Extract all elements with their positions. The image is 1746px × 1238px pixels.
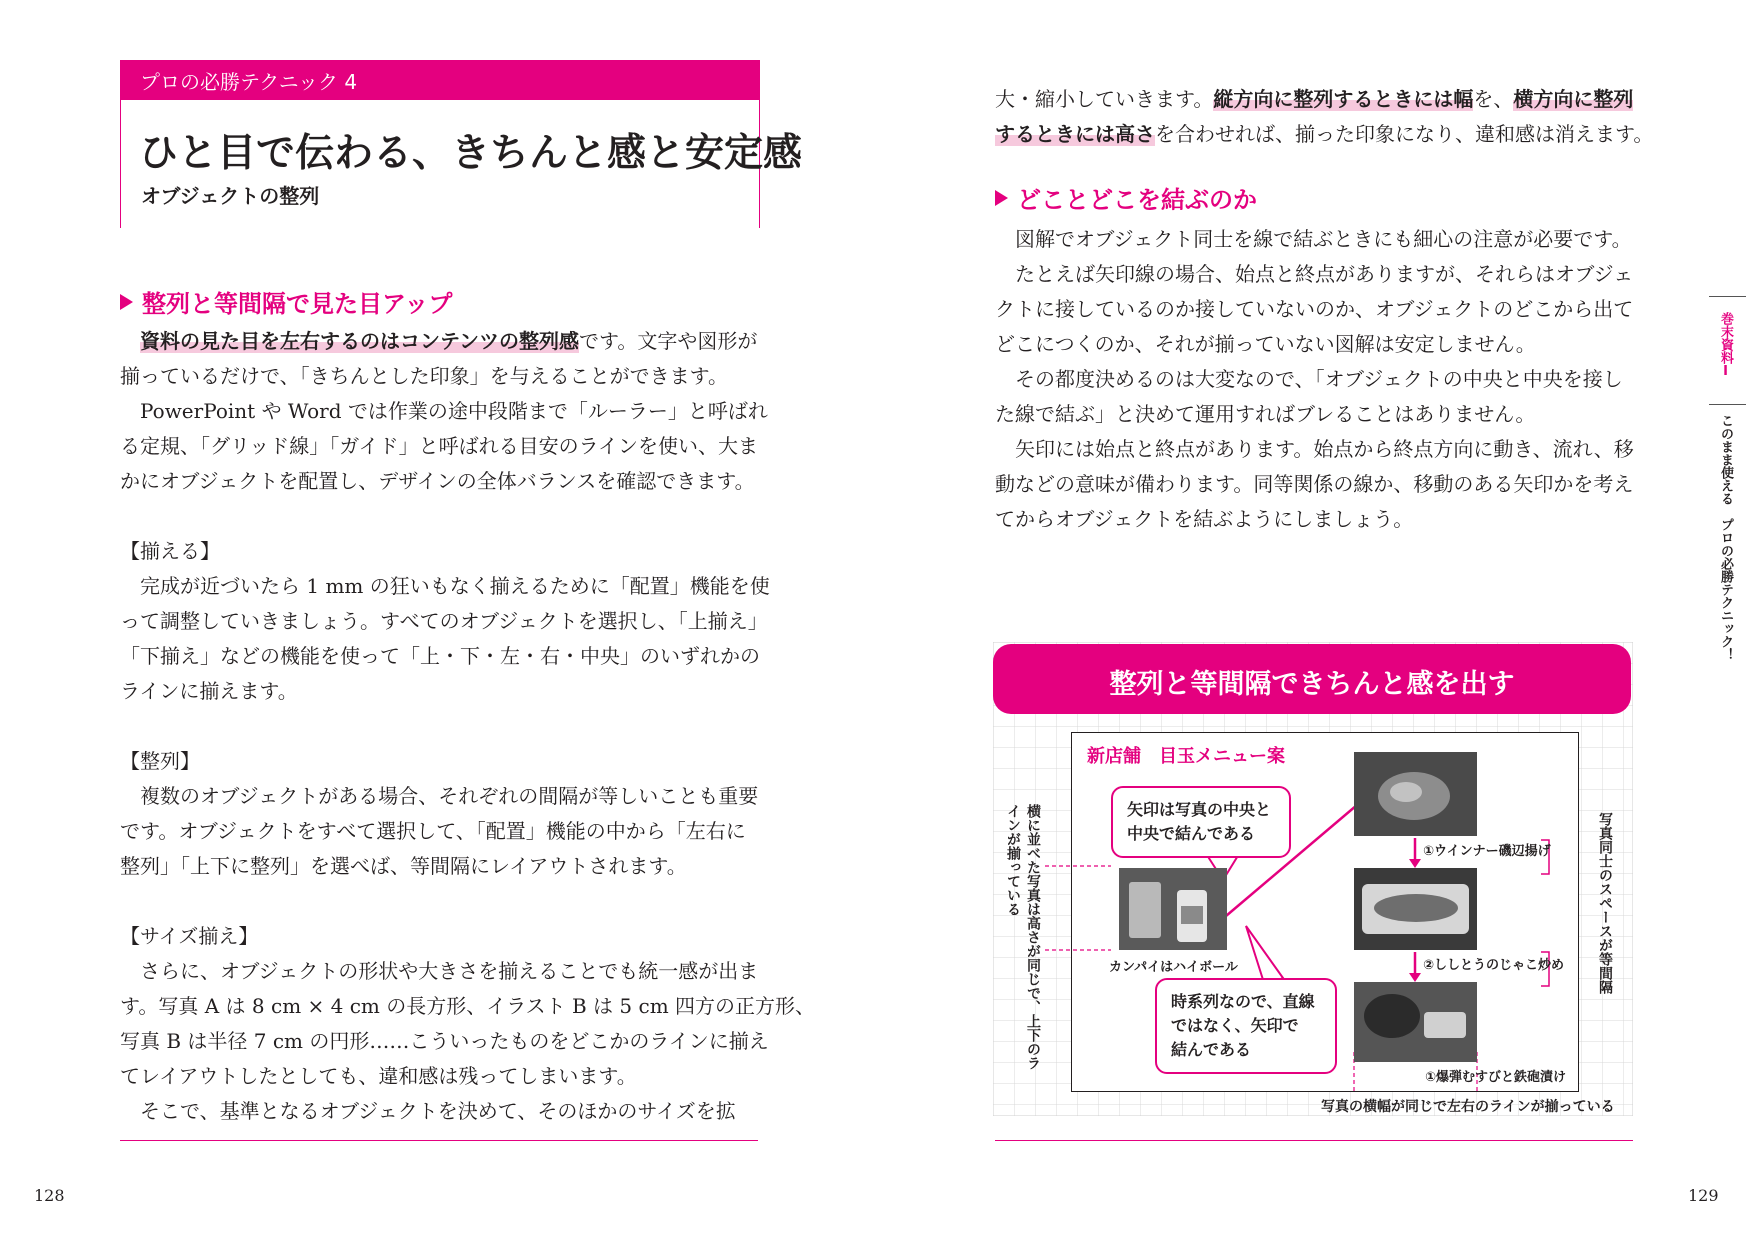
cont-line1 — [995, 82, 1645, 117]
bubble2-tail — [1246, 926, 1283, 986]
note-width-aligned: 写真の横幅が同じで左右のラインが揃っている — [1321, 1099, 1615, 1115]
triangle-bullet-icon — [120, 294, 133, 310]
side-tab-chapter: 巻末資料Ⅰ — [1718, 312, 1733, 379]
right-body — [995, 222, 1645, 537]
cont-highlight-horizontal: 横方向に整列 — [1513, 87, 1634, 111]
left-body — [120, 324, 816, 1129]
p1-line1-rest: です。文字や図形が — [579, 329, 758, 353]
figure-title: 整列と等間隔できちんと感を出す — [1109, 669, 1515, 700]
dist-line3: 整列」「上下に整列」を選べば、等間隔にレイアウトされます。 — [120, 854, 687, 878]
section-heading-alignment — [120, 284, 452, 319]
page-subtitle: オブジェクトの整列 — [141, 184, 320, 208]
s2-line7: 矢印には始点と終点があります。始点から終点方向に動き、流れ、移 — [1015, 437, 1634, 461]
section-heading-label: どことどこを結ぶのか — [1017, 186, 1257, 214]
s2-line2: たとえば矢印線の場合、始点と終点がありますが、それらはオブジェ — [1015, 262, 1634, 286]
align-line1: 完成が近づいたら 1 mm の狂いもなく揃えるために「配置」機能を使 — [140, 574, 770, 598]
note-height-aligned: 横に並べた写真は高さが同じで、上下のラインが揃っている — [1005, 804, 1041, 1070]
s2-line1: 図解でオブジェクト同士を線で結ぶときにも細心の注意が必要です。 — [1015, 227, 1632, 251]
callout-timeline-arrow: 時系列なので、直線 ではなく、矢印で 結んである — [1155, 978, 1337, 1074]
subheading-align: 【揃える】 — [120, 539, 220, 563]
technique-banner-label: プロの必勝テクニック 4 — [140, 70, 358, 94]
caption-dish-2: ②ししとうのじゃこ炒め — [1423, 958, 1565, 973]
photo-dish-3 — [1354, 982, 1477, 1062]
p2-line2: る定規、「グリッド線」「ガイド」と呼ばれる目安のラインを使い、大ま — [120, 434, 758, 458]
right-page — [873, 0, 1746, 1238]
figure — [993, 642, 1633, 1116]
note-equal-spacing: 写真同士のスペースが等間隔 — [1597, 812, 1613, 994]
title-box — [120, 60, 803, 228]
p1-highlight: 資料の見た目を左右するのはコンテンツの整列感 — [140, 329, 579, 353]
s2-line6: た線で結ぶ」と決めて運用すればブレることはありません。 — [995, 402, 1536, 426]
cont-line1-a: 大・縮小していきます。 — [995, 87, 1214, 111]
left-page-number: 128 — [34, 1186, 65, 1205]
align-line2: って調整していきましょう。すべてのオブジェクトを選択し、「上揃え」 — [120, 609, 768, 633]
align-line4: ラインに揃えます。 — [120, 679, 298, 703]
continued-text — [995, 82, 1654, 152]
size-line4: てレイアウトしたとしても、違和感は残ってしまいます。 — [120, 1064, 637, 1088]
p2-line3: かにオブジェクトを配置し、デザインの全体バランスを確認できます。 — [120, 469, 755, 493]
down-arrow-2-head — [1409, 973, 1421, 982]
dish-1-image — [1354, 752, 1477, 836]
size-line2: す。写真 A は 8 cm × 4 cm の長方形、イラスト B は 5 cm 四方の正方形、 — [120, 994, 816, 1018]
dist-line1: 複数のオブジェクトがある場合、それぞれの間隔が等しいことも重要 — [140, 784, 759, 808]
section-heading-label: 整列と等間隔で見た目アップ — [142, 290, 453, 318]
left-footer-rule — [120, 1140, 758, 1141]
align-line3: 「下揃え」などの機能を使って「上・下・左・右・中央」のいずれかの — [120, 644, 760, 668]
p2-line1: PowerPoint や Word では作業の途中段階まで「ルーラー」と呼ばれ — [140, 399, 768, 423]
highball-image — [1119, 868, 1227, 950]
dish-2-image — [1354, 868, 1477, 950]
right-page-number: 129 — [1688, 1186, 1719, 1205]
caption-dish-1: ①ウインナー磯辺揚げ — [1423, 844, 1551, 859]
p1-line1 — [120, 324, 770, 359]
triangle-bullet-icon — [995, 190, 1008, 206]
dish-3-image — [1354, 982, 1477, 1062]
s2-line3: クトに接しているのか接していないのか、オブジェクトのどこから出て — [995, 297, 1634, 321]
caption-dish-3: ①爆弾むすびと鉄砲漬け — [1425, 1070, 1567, 1085]
s2-line9: てからオブジェクトを結ぶようにしましょう。 — [995, 507, 1414, 531]
photo-dish-1 — [1354, 752, 1477, 836]
photo-dish-2 — [1354, 868, 1477, 950]
right-footer-rule — [995, 1140, 1633, 1141]
s2-line4: どこにつくのか、それが揃っていない図解は安定しません。 — [995, 332, 1536, 356]
cont-highlight-height: するときには高さ — [995, 122, 1155, 146]
size-line3: 写真 B は半径 7 cm の円形……こういったものをどこかのラインに揃え — [120, 1029, 769, 1053]
callout-center-arrow: 矢印は写真の中央と 中央で結んである — [1111, 786, 1291, 858]
p1-line2: 揃っているだけで、「きちんとした印象」を与えることができます。 — [120, 364, 728, 388]
s2-line5: その都度決めるのは大変なので、「オブジェクトの中央と中央を接し — [1015, 367, 1623, 391]
down-arrow-1-head — [1409, 859, 1421, 868]
caption-highball: カンパイはハイボール — [1109, 960, 1238, 975]
side-tab-book-title: このまま使える プロの必勝テクニック！ — [1718, 414, 1733, 661]
cont-highlight-width: 縦方向に整列するときには幅 — [1213, 87, 1474, 111]
cont-line2 — [995, 117, 1654, 152]
cont-line1-b: を、 — [1473, 87, 1514, 111]
page-title: ひと目で伝わる、きちんと感と安定感 — [139, 131, 803, 176]
cont-line2-b: を合わせれば、揃った印象になり、違和感は消えます。 — [1155, 122, 1654, 146]
subheading-size: 【サイズ揃え】 — [120, 924, 259, 948]
size-line5: そこで、基準となるオブジェクトを決めて、そのほかのサイズを拡 — [140, 1099, 736, 1123]
photo-highball — [1119, 868, 1227, 950]
subheading-distribute: 【整列】 — [120, 749, 200, 773]
slide-title: 新店舗 目玉メニュー案 — [1087, 746, 1285, 767]
dist-line2: です。オブジェクトをすべて選択して、「配置」機能の中から「左右に — [120, 819, 746, 843]
size-line1: さらに、オブジェクトの形状や大きさを揃えることでも統一感が出ま — [140, 959, 759, 983]
side-tab-rule-mid — [1709, 404, 1746, 405]
side-tab-rule-top — [1709, 296, 1746, 297]
section-heading-connect — [995, 180, 1257, 215]
s2-line8: 動などの意味が備わります。同等関係の線か、移動のある矢印かを考え — [995, 472, 1634, 496]
